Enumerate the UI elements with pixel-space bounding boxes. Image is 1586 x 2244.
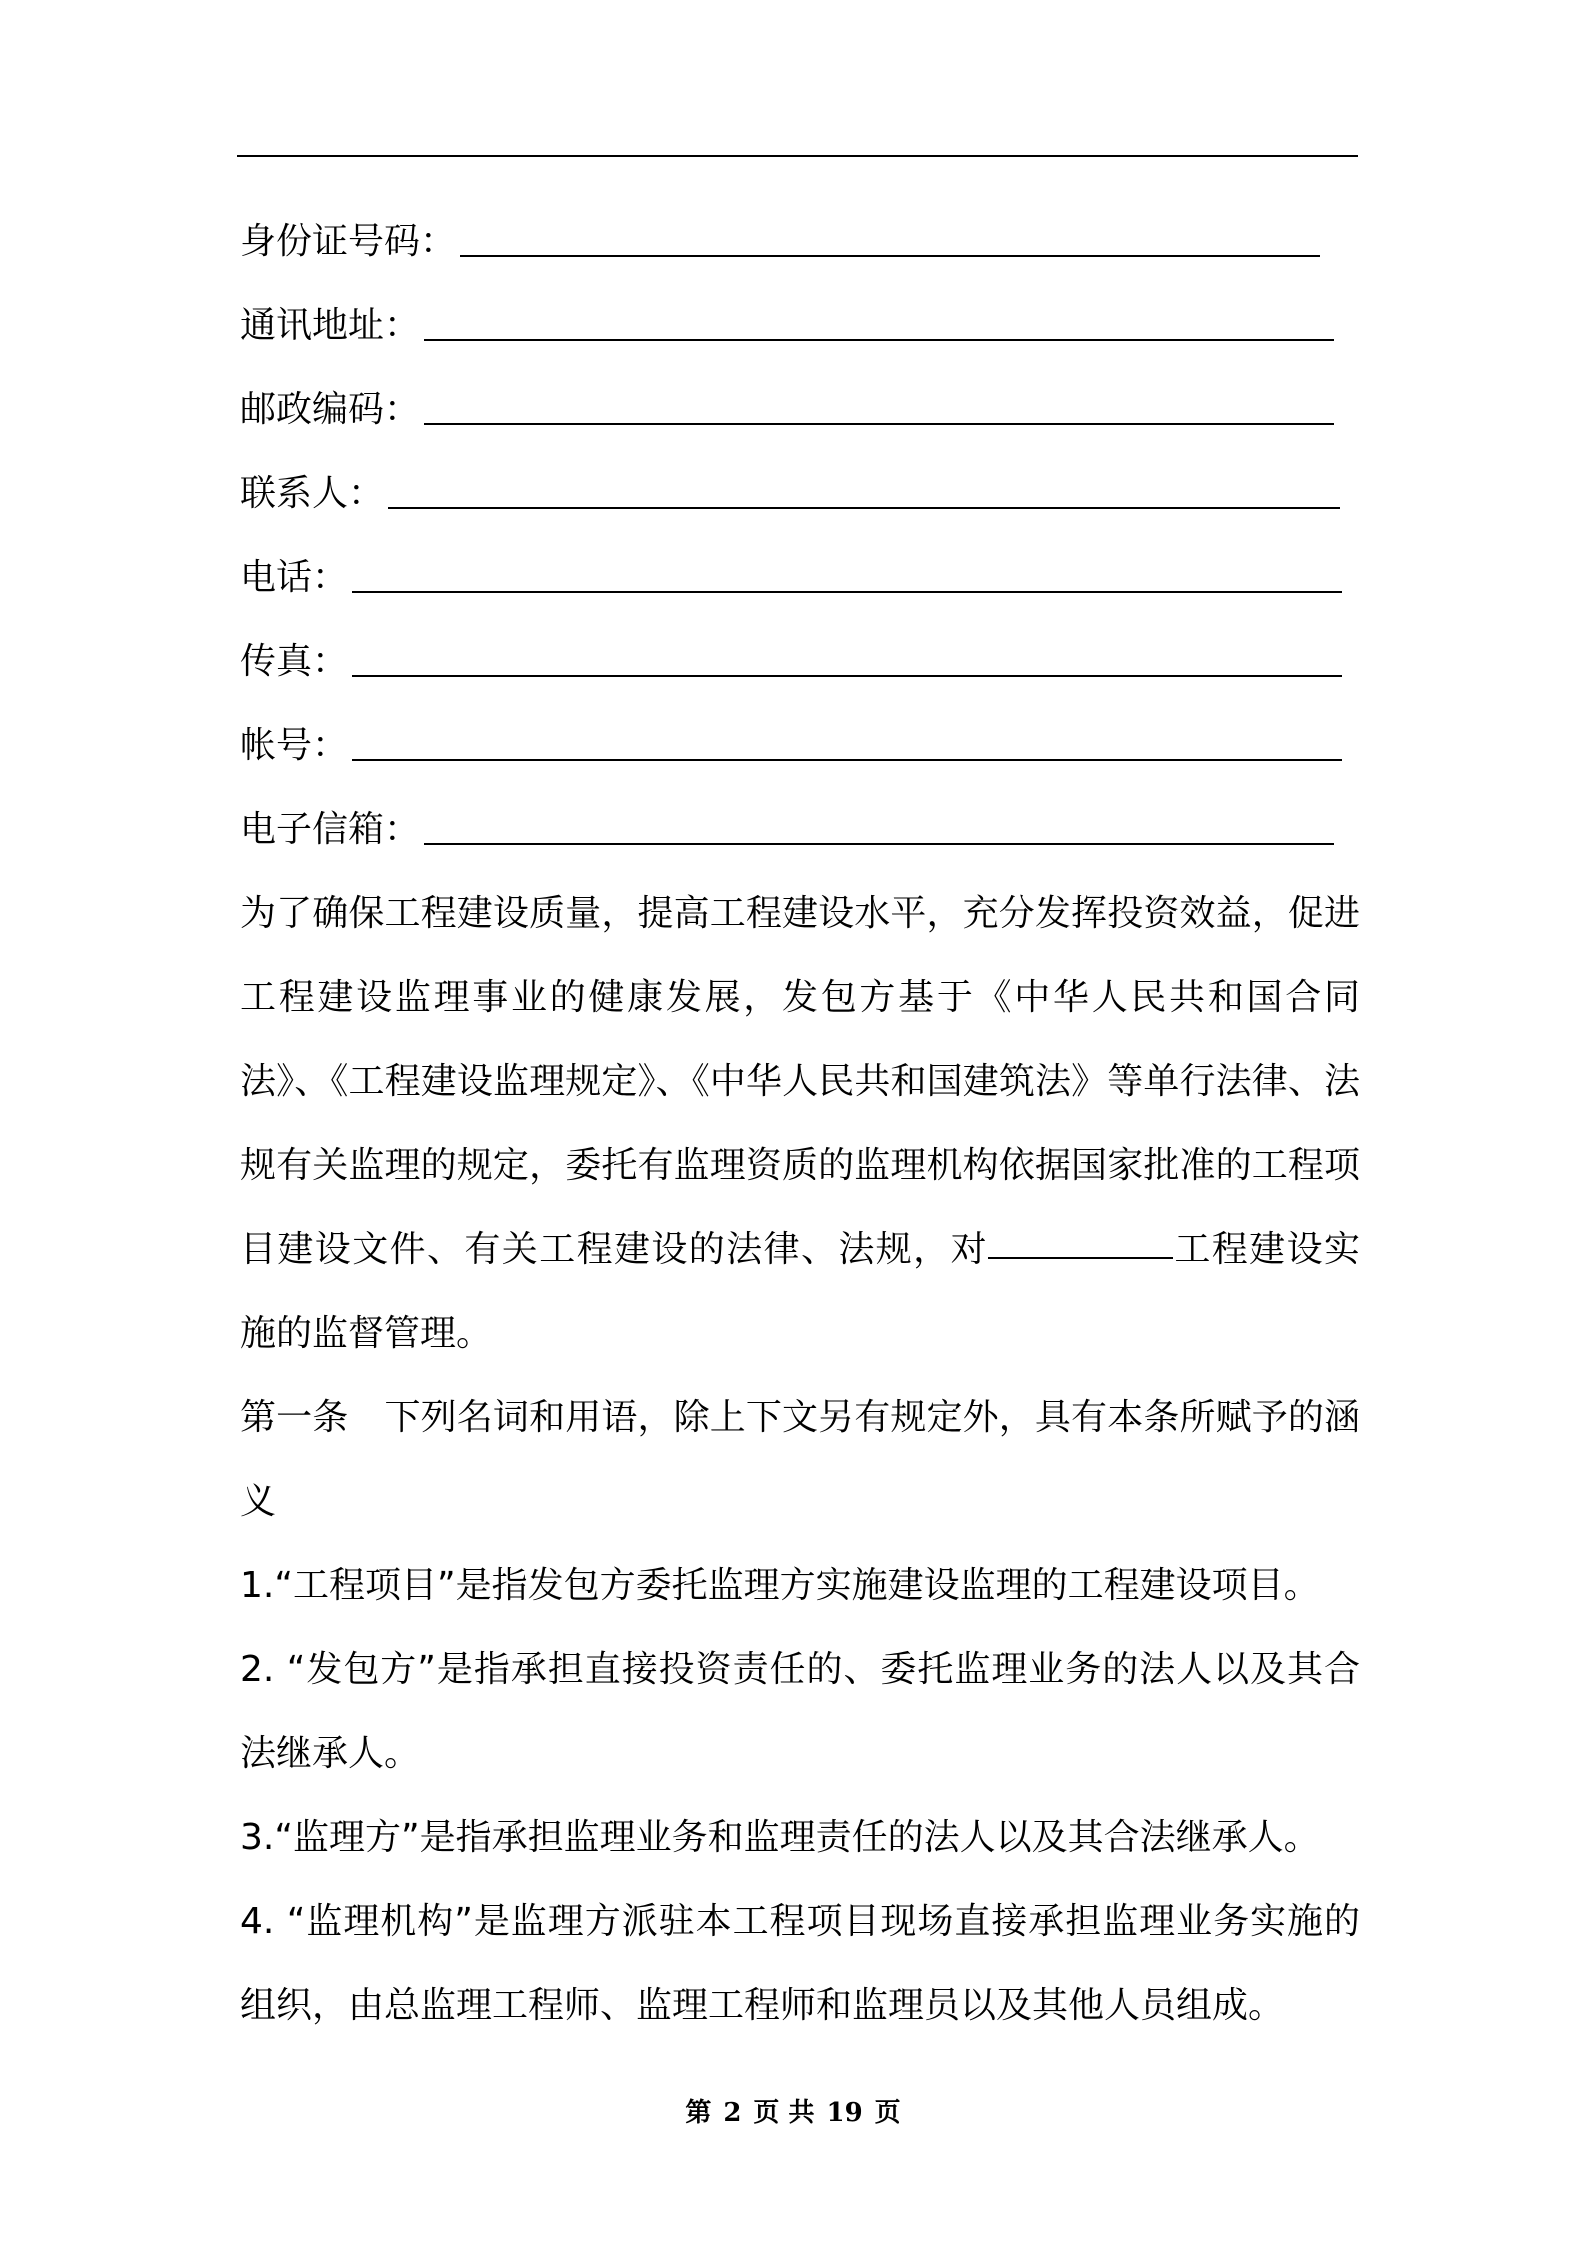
field-label: 电话：: [240, 557, 349, 598]
footer-prefix: 第: [685, 2098, 712, 2128]
preamble-paragraph: [240, 872, 1360, 1376]
fill-in-blank[interactable]: [424, 339, 1334, 341]
field-label: 传真：: [240, 641, 349, 682]
fill-in-blank[interactable]: [460, 255, 1320, 257]
field-email: [240, 788, 1360, 872]
definition-item: 2. “发包方”是指承担直接投资责任的、委托监理业务的法人以及其合法继承人。: [240, 1649, 1360, 1774]
field-fax: [240, 620, 1360, 704]
document-body: [240, 200, 1360, 2048]
definition-item: 4. “监理机构”是监理方派驻本工程项目现场直接承担监理业务实施的组织，由总监理工程师、监理工程师和监理员以及其他人员组成。: [240, 1901, 1360, 2026]
footer-suffix: 页: [874, 2098, 901, 2128]
field-label: 电子信箱：: [240, 809, 421, 850]
fill-in-blank[interactable]: [352, 759, 1342, 761]
article-1-heading: 第一条 下列名词和用语，除上下文另有规定外，具有本条所赋予的涵义: [240, 1397, 1360, 1522]
page-footer: [0, 2092, 1586, 2129]
project-name-blank[interactable]: [988, 1257, 1173, 1259]
field-account: [240, 704, 1360, 788]
field-postcode: [240, 368, 1360, 452]
field-id-number: [240, 200, 1360, 284]
fill-in-blank[interactable]: [424, 423, 1334, 425]
fill-in-blank[interactable]: [388, 507, 1340, 509]
fill-in-blank[interactable]: [352, 675, 1342, 677]
field-label: 身份证号码：: [240, 221, 457, 262]
field-label: 邮政编码：: [240, 389, 421, 430]
field-contact: [240, 452, 1360, 536]
fill-in-blank[interactable]: [352, 591, 1342, 593]
preamble-text-end: 工程建设实施的监督管理。: [240, 1229, 1360, 1354]
preamble-text: 为了确保工程建设质量，提高工程建设水平，充分发挥投资效益，促进工程建设监理事业的健康发展，发包方基于《中华人民共和国合同法》、《工程建设监理规定》、《中华人民共和国建筑法》等单行法律、法规有关监理的规定，委托有监理资质的监理机构依据国家批准的工程项目建设文件、有关工程建设的法律、法规，对: [240, 893, 1360, 1270]
header-rule: [237, 155, 1358, 157]
footer-total-pages: 19: [826, 2098, 863, 2128]
field-label: 联系人：: [240, 473, 385, 514]
footer-page-number: 2: [723, 2098, 742, 2128]
definition-item: 3.“监理方”是指承担监理业务和监理责任的法人以及其合法继承人。: [240, 1817, 1320, 1858]
field-phone: [240, 536, 1360, 620]
definition-item: 1.“工程项目”是指发包方委托监理方实施建设监理的工程建设项目。: [240, 1565, 1320, 1606]
fill-in-blank[interactable]: [424, 843, 1334, 845]
field-label: 帐号：: [240, 725, 349, 766]
field-label: 通讯地址：: [240, 305, 421, 346]
field-address: [240, 284, 1360, 368]
footer-middle: 页 共: [753, 2098, 815, 2128]
